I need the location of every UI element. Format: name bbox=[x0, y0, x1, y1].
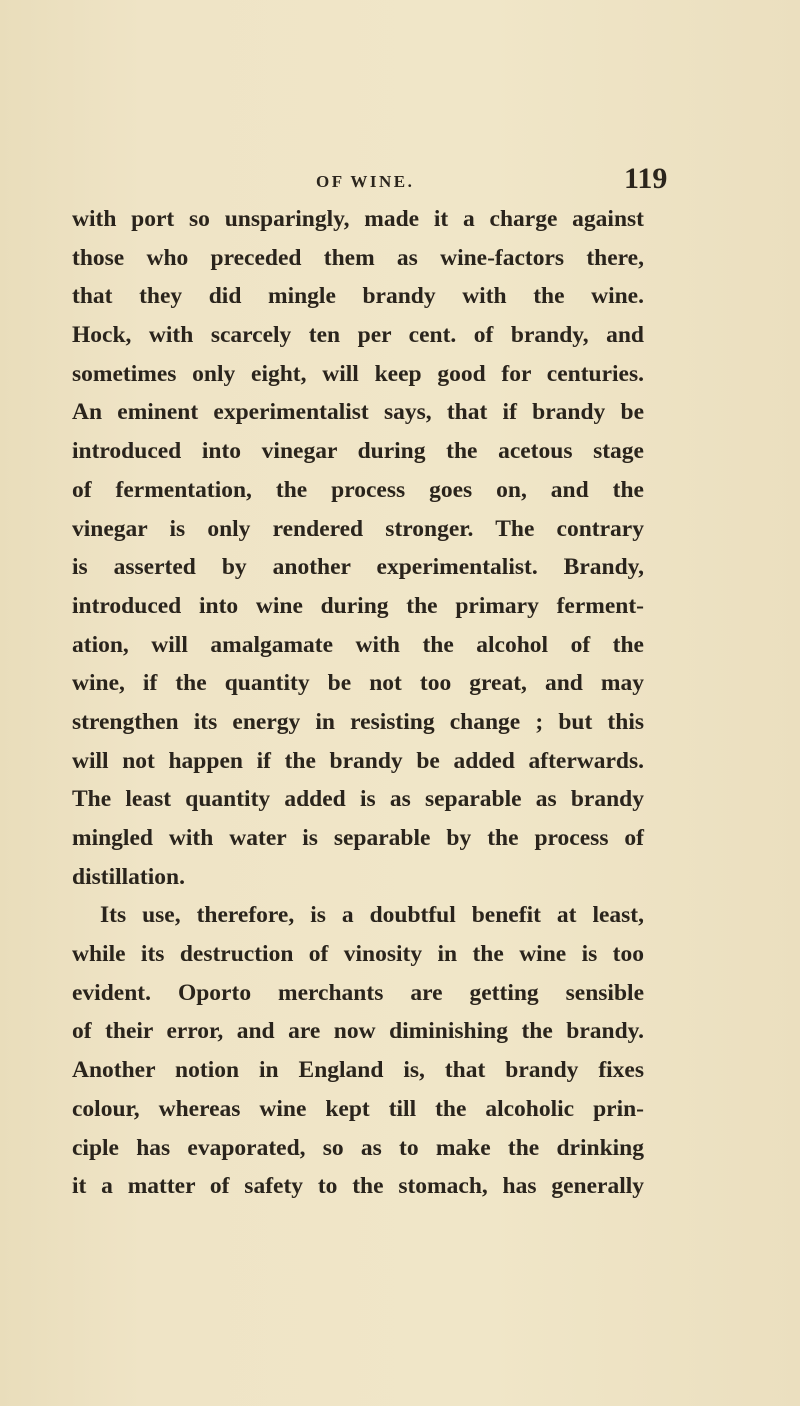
text-line: Another notion in England is, that brandy fixes bbox=[72, 1057, 644, 1084]
text-line: will not happen if the brandy be added afterwards. bbox=[72, 747, 644, 774]
text-line: vinegar is only rendered stronger. The contrary bbox=[72, 515, 644, 542]
text-line: ation, will amalgamate with the alcohol of the bbox=[72, 631, 644, 658]
text-line: strengthen its energy in resisting change ; but this bbox=[72, 708, 644, 735]
text-line: mingled with water is separable by the process of bbox=[72, 825, 644, 851]
text-line: evident. Oporto merchants are getting sensible bbox=[72, 979, 644, 1006]
text-line: ciple has evaporated, so as to make the drinking bbox=[72, 1134, 644, 1161]
text-line: that they did mingle brandy with the wine. bbox=[72, 283, 644, 310]
paragraph-end-line: distillation. bbox=[72, 863, 185, 890]
text-line: introduced into wine during the primary ferment- bbox=[72, 592, 644, 619]
text-line: of fermentation, the process goes on, and the bbox=[72, 476, 644, 503]
body-text bbox=[72, 200, 644, 1206]
text-line: The least quantity added is as separable as brandy bbox=[72, 786, 644, 813]
text-line: it a matter of safety to the stomach, has generally bbox=[72, 1173, 644, 1200]
paragraph-start-line: Its use, therefore, is a doubtful benefit at least, bbox=[100, 902, 644, 929]
text-line: An eminent experimentalist says, that if brandy be bbox=[72, 399, 644, 426]
running-head: OF WINE. bbox=[316, 172, 415, 191]
text-line: with port so unsparingly, made it a charge against bbox=[72, 206, 644, 232]
text-line: introduced into vinegar during the acetous stage bbox=[72, 438, 644, 465]
text-line: those who preceded them as wine-factors there, bbox=[72, 244, 644, 271]
text-line: Hock, with scarcely ten per cent. of brandy, and bbox=[72, 322, 644, 349]
page-header bbox=[0, 160, 800, 200]
page-number: 119 bbox=[624, 162, 668, 195]
text-line: while its destruction of vinosity in the wine is too bbox=[72, 941, 644, 968]
text-line: wine, if the quantity be not too great, and may bbox=[72, 670, 644, 697]
text-line: sometimes only eight, will keep good for centuries. bbox=[72, 360, 644, 387]
text-line: colour, whereas wine kept till the alcoholic prin- bbox=[72, 1095, 644, 1122]
text-line: of their error, and are now diminishing the brandy. bbox=[72, 1018, 644, 1045]
text-line: is asserted by another experimentalist. Brandy, bbox=[72, 554, 644, 581]
